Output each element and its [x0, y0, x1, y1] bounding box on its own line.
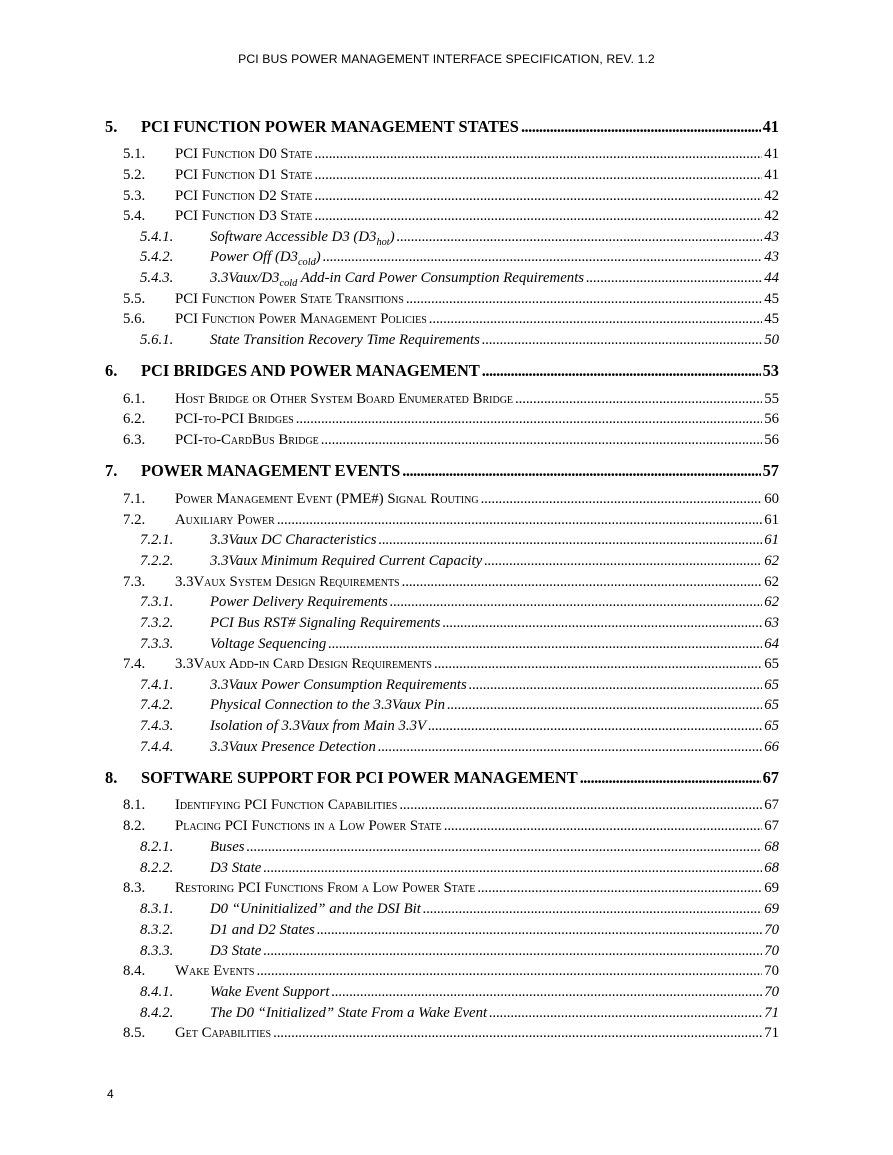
dot-leader: [331, 984, 762, 1001]
toc-entry-page-number: 45: [764, 311, 779, 327]
dot-leader: [428, 718, 762, 735]
dot-leader: [580, 768, 761, 788]
toc-entry-title: The D0 “Initialized” State From a Wake Event: [210, 1005, 488, 1021]
toc-entry-number: 5.4.3.: [140, 270, 174, 286]
dot-leader: [481, 491, 763, 508]
toc-entry-8-2-2[interactable]: [140, 860, 779, 880]
toc-entry-number: 8.1.: [123, 797, 146, 813]
toc-entry-page-number: 63: [764, 615, 779, 631]
dot-leader: [406, 291, 762, 308]
toc-entry-8-5[interactable]: [123, 1025, 779, 1045]
toc-entry-page-number: 43: [764, 229, 779, 245]
toc-entry-page-number: 50: [764, 332, 779, 348]
toc-entry-8-3-1[interactable]: [140, 901, 779, 921]
toc-entry-page-number: 41: [764, 167, 779, 183]
toc-entry-title: D3 State: [210, 943, 262, 959]
toc-entry-8-3[interactable]: [123, 880, 779, 900]
toc-entry-7-3-2[interactable]: [140, 615, 779, 635]
toc-entry-number: 5.4.: [123, 208, 146, 224]
toc-entry-5-2[interactable]: [123, 167, 779, 187]
toc-entry-number: 5.4.2.: [140, 249, 174, 265]
toc-entry-title: PCI BRIDGES AND POWER MANAGEMENT: [141, 361, 480, 380]
toc-entry-title: Restoring PCI Functions From a Low Power State: [175, 880, 476, 896]
toc-entry-7-1[interactable]: [123, 491, 779, 511]
toc-entry-title: PCI Function D3 State: [175, 208, 313, 224]
toc-entry-number: 5.6.: [123, 311, 146, 327]
dot-leader: [273, 1025, 762, 1042]
toc-entry-page-number: 65: [764, 718, 779, 734]
toc-entry-page-number: 67: [762, 768, 779, 787]
toc-entry-number: 7.1.: [123, 491, 146, 507]
dot-leader: [482, 332, 762, 349]
page-number: 4: [107, 1087, 114, 1101]
toc-entry-page-number: 70: [764, 943, 779, 959]
toc-entry-title: Physical Connection to the 3.3Vaux Pin: [210, 697, 446, 713]
dot-leader: [469, 677, 762, 694]
toc-entry-number: 8.2.2.: [140, 860, 174, 876]
toc-entry-number: 7.: [105, 461, 118, 480]
toc-entry-number: 6.1.: [123, 391, 146, 407]
toc-entry-number: 8.4.: [123, 963, 146, 979]
dot-leader: [477, 880, 762, 897]
dot-leader: [489, 1005, 762, 1022]
dot-leader: [447, 697, 762, 714]
dot-leader: [402, 574, 763, 591]
dot-leader: [321, 432, 762, 449]
toc-entry-7-4-2[interactable]: [140, 697, 779, 717]
toc-entry-6-1[interactable]: [123, 391, 779, 411]
toc-entry-number: 8.3.2.: [140, 922, 174, 938]
toc-entry-title: Identifying PCI Function Capabilities: [175, 797, 398, 813]
toc-entry-8[interactable]: [105, 768, 779, 790]
toc-entry-title: 3.3Vaux DC Characteristics: [210, 532, 377, 548]
toc-entry-number: 8.2.: [123, 818, 146, 834]
dot-leader: [296, 411, 762, 428]
toc-entry-8-3-2[interactable]: [140, 922, 779, 942]
toc-entry-number: 5.4.1.: [140, 229, 174, 245]
toc-entry-number: 7.4.4.: [140, 739, 174, 755]
toc-entry-page-number: 44: [764, 270, 779, 286]
toc-entry-title: Isolation of 3.3Vaux from Main 3.3V: [210, 718, 427, 734]
toc-entry-5-4-3[interactable]: [140, 270, 779, 290]
toc-entry-title: 3.3Vaux Minimum Required Current Capacity: [210, 553, 483, 569]
toc-entry-7-4-1[interactable]: [140, 677, 779, 697]
toc-entry-7-4-3[interactable]: [140, 718, 779, 738]
toc-entry-number: 7.4.1.: [140, 677, 174, 693]
toc-entry-6[interactable]: [105, 361, 779, 383]
toc-entry-title: Wake Events: [175, 963, 255, 979]
toc-entry-page-number: 70: [764, 922, 779, 938]
toc-entry-title: $3.3Vaux/D3_{cold}$ Add-in Card Power Consumption Requirements: [210, 270, 585, 289]
toc-entry-8-4[interactable]: [123, 963, 779, 983]
toc-entry-page-number: 62: [764, 594, 779, 610]
toc-entry-7-4[interactable]: [123, 656, 779, 676]
toc-entry-page-number: 42: [764, 188, 779, 204]
toc-entry-title: D1 and D2 States: [210, 922, 315, 938]
toc-entry-number: 7.4.3.: [140, 718, 174, 734]
toc-entry-page-number: 43: [764, 249, 779, 265]
toc-entry-page-number: 41: [764, 146, 779, 162]
toc-entry-6-3[interactable]: [123, 432, 779, 452]
toc-entry-title: D3 State: [210, 860, 262, 876]
toc-entry-title: Power Off $(D3_{cold})$: [210, 249, 321, 268]
toc-entry-title: Buses: [210, 839, 245, 855]
toc-entry-8-3-3[interactable]: [140, 943, 779, 963]
toc-entry-5-4-2[interactable]: [140, 249, 779, 269]
toc-entry-5-3[interactable]: [123, 188, 779, 208]
dot-leader: [515, 391, 762, 408]
dot-leader: [263, 860, 762, 877]
dot-leader: [317, 922, 762, 939]
toc-entry-number: 7.2.: [123, 512, 146, 528]
toc-entry-title: Voltage Sequencing: [210, 636, 327, 652]
toc-entry-page-number: 65: [764, 677, 779, 693]
toc-entry-7-3-3[interactable]: [140, 636, 779, 656]
toc-entry-title: PCI Function D1 State: [175, 167, 313, 183]
dot-leader: [247, 839, 763, 856]
toc-entry-5-4-1[interactable]: [140, 229, 779, 249]
toc-entry-number: 5.6.1.: [140, 332, 174, 348]
toc-entry-page-number: 69: [764, 901, 779, 917]
toc-entry-number: 8.3.1.: [140, 901, 174, 917]
toc-entry-title: SOFTWARE SUPPORT FOR PCI POWER MANAGEMENT: [141, 768, 578, 787]
toc-entry-page-number: 45: [764, 291, 779, 307]
dot-leader: [484, 553, 762, 570]
toc-entry-5-1[interactable]: [123, 146, 779, 166]
dot-leader: [323, 249, 762, 266]
toc-entry-page-number: 55: [764, 391, 779, 407]
toc-entry-number: 7.2.2.: [140, 553, 174, 569]
toc-entry-title: 3.3Vaux System Design Requirements: [175, 574, 400, 590]
toc-entry-page-number: 70: [764, 984, 779, 1000]
running-header: PCI BUS POWER MANAGEMENT INTERFACE SPECIFICATION, REV. 1.2: [238, 52, 655, 66]
toc-entry-number: 5.2.: [123, 167, 146, 183]
toc-entry-number: 8.5.: [123, 1025, 146, 1041]
dot-leader: [328, 636, 762, 653]
toc-entry-number: 8.2.1.: [140, 839, 174, 855]
toc-entry-7-3[interactable]: [123, 574, 779, 594]
toc-entry-number: 6.3.: [123, 432, 146, 448]
toc-entry-number: 8.4.2.: [140, 1005, 174, 1021]
toc-entry-number: 6.: [105, 361, 118, 380]
toc-entry-5-5[interactable]: [123, 291, 779, 311]
toc-entry-title: D0 “Uninitialized” and the DSI Bit: [210, 901, 421, 917]
toc-entry-page-number: 70: [764, 963, 779, 979]
toc-entry-page-number: 66: [764, 739, 779, 755]
toc-entry-number: 8.: [105, 768, 118, 787]
toc-entry-number: 7.3.3.: [140, 636, 174, 652]
toc-entry-5-6[interactable]: [123, 311, 779, 331]
toc-entry-page-number: 56: [764, 432, 779, 448]
toc-entry-8-2-1[interactable]: [140, 839, 779, 859]
toc-entry-title: PCI-to-PCI Bridges: [175, 411, 294, 427]
toc-entry-page-number: 65: [764, 697, 779, 713]
dot-leader: [434, 656, 762, 673]
dot-leader: [397, 229, 763, 246]
toc-entry-title: PCI FUNCTION POWER MANAGEMENT STATES: [141, 117, 519, 136]
toc-entry-page-number: 53: [762, 361, 779, 380]
toc-entry-8-1[interactable]: [123, 797, 779, 817]
toc-entry-page-number: 61: [764, 532, 779, 548]
toc-entry-page-number: 65: [764, 656, 779, 672]
toc-entry-page-number: 61: [764, 512, 779, 528]
toc-entry-5-6-1[interactable]: [140, 332, 779, 352]
toc-entry-page-number: 69: [764, 880, 779, 896]
toc-entry-title: 3.3Vaux Presence Detection: [210, 739, 376, 755]
toc-entry-number: 8.3.3.: [140, 943, 174, 959]
toc-entry-page-number: 68: [764, 839, 779, 855]
toc-entry-title: PCI Function Power State Transitions: [175, 291, 404, 307]
toc-entry-title: Wake Event Support: [210, 984, 330, 1000]
toc-entry-7-4-4[interactable]: [140, 739, 779, 759]
toc-entry-number: 6.2.: [123, 411, 146, 427]
toc-entry-page-number: 71: [764, 1025, 779, 1041]
toc-entry-number: 7.3.: [123, 574, 146, 590]
toc-entry-8-4-2[interactable]: [140, 1005, 779, 1025]
toc-entry-page-number: 41: [762, 117, 779, 136]
toc-entry-number: 8.3.: [123, 880, 146, 896]
toc-entry-title: PCI Function Power Management Policies: [175, 311, 427, 327]
dot-leader: [399, 797, 762, 814]
dot-leader: [586, 270, 762, 287]
toc-entry-6-2[interactable]: [123, 411, 779, 431]
toc-entry-page-number: 62: [764, 574, 779, 590]
toc-entry-page-number: 42: [764, 208, 779, 224]
toc-entry-7-3-1[interactable]: [140, 594, 779, 614]
toc-entry-page-number: 62: [764, 553, 779, 569]
toc-entry-number: 7.2.1.: [140, 532, 174, 548]
toc-entry-title: State Transition Recovery Time Requirements: [210, 332, 480, 348]
dot-leader: [314, 208, 762, 225]
toc-entry-number: 5.1.: [123, 146, 146, 162]
toc-entry-page-number: 56: [764, 411, 779, 427]
dot-leader: [444, 818, 762, 835]
toc-entry-page-number: 71: [764, 1005, 779, 1021]
toc-entry-number: 5.5.: [123, 291, 146, 307]
dot-leader: [402, 461, 760, 481]
toc-entry-8-2[interactable]: [123, 818, 779, 838]
toc-entry-7-2[interactable]: [123, 512, 779, 532]
toc-entry-8-4-1[interactable]: [140, 984, 779, 1004]
toc-entry-5[interactable]: [105, 117, 779, 139]
toc-entry-page-number: 60: [764, 491, 779, 507]
toc-entry-number: 7.4.: [123, 656, 146, 672]
toc-entry-title: Host Bridge or Other System Board Enumerated Bridge: [175, 391, 514, 407]
dot-leader: [277, 512, 762, 529]
toc-entry-title: PCI Function D0 State: [175, 146, 313, 162]
toc-entry-page-number: 67: [764, 818, 779, 834]
dot-leader: [423, 901, 762, 918]
dot-leader: [314, 146, 762, 163]
toc-entry-number: 5.: [105, 117, 118, 136]
toc-entry-number: 7.4.2.: [140, 697, 174, 713]
toc-entry-title: 3.3Vaux Add-in Card Design Requirements: [175, 656, 432, 672]
dot-leader: [314, 167, 762, 184]
dot-leader: [263, 943, 762, 960]
dot-leader: [378, 532, 762, 549]
toc-entry-title: Placing PCI Functions in a Low Power State: [175, 818, 442, 834]
dot-leader: [442, 615, 762, 632]
dot-leader: [521, 117, 761, 137]
toc-entry-title: Auxiliary Power: [175, 512, 275, 528]
toc-entry-title: 3.3Vaux Power Consumption Requirements: [210, 677, 467, 693]
dot-leader: [482, 361, 761, 381]
toc-entry-number: 7.3.2.: [140, 615, 174, 631]
toc-entry-title: Power Management Event (PME#) Signal Routing: [175, 491, 479, 507]
toc-entry-page-number: 64: [764, 636, 779, 652]
dot-leader: [429, 311, 762, 328]
dot-leader: [390, 594, 762, 611]
toc-entry-page-number: 67: [764, 797, 779, 813]
toc-entry-title: Get Capabilities: [175, 1025, 272, 1041]
toc-entry-5-4[interactable]: [123, 208, 779, 228]
toc-entry-title: PCI Function D2 State: [175, 188, 313, 204]
toc-entry-7[interactable]: [105, 461, 779, 483]
toc-entry-7-2-2[interactable]: [140, 553, 779, 573]
dot-leader: [256, 963, 762, 980]
toc-entry-title: Power Delivery Requirements: [210, 594, 388, 610]
dot-leader: [378, 739, 762, 756]
toc-entry-number: 8.4.1.: [140, 984, 174, 1000]
toc-entry-title: PCI-to-CardBus Bridge: [175, 432, 319, 448]
toc-entry-7-2-1[interactable]: [140, 532, 779, 552]
toc-entry-title: PCI Bus RST# Signaling Requirements: [210, 615, 441, 631]
toc-entry-number: 7.3.1.: [140, 594, 174, 610]
toc-entry-page-number: 57: [762, 461, 779, 480]
toc-entry-number: 5.3.: [123, 188, 146, 204]
toc-entry-title: POWER MANAGEMENT EVENTS: [141, 461, 401, 480]
toc-entry-page-number: 68: [764, 860, 779, 876]
dot-leader: [314, 188, 762, 205]
toc-entry-title: Software Accessible D3 $(D3_{hot})$: [210, 229, 395, 248]
